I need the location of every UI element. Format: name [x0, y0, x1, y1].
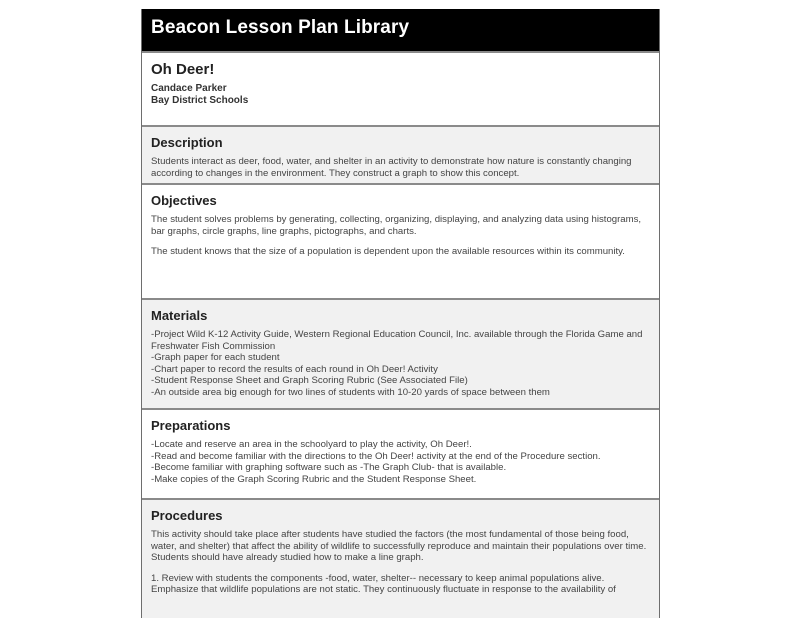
lesson-header	[142, 51, 659, 125]
preparation-item: -Make copies of the Graph Scoring Rubric and the Student Response Sheet.	[151, 473, 477, 485]
site-title[interactable]: Beacon Lesson Plan Library	[151, 17, 410, 38]
objective-paragraph: The student knows that the size of a population is dependent upon the available resources within its community.	[151, 246, 625, 258]
objectives-section	[142, 183, 659, 298]
procedure-paragraph: 1. Review with students the components -food, water, shelter-- necessary to keep animal populations alive. Emphasize that wildlife populations are not static. They continuously fluctuate in response to the availability of	[151, 572, 616, 596]
material-item: -Chart paper to record the results of each round in Oh Deer! Activity	[151, 363, 438, 375]
description-section	[142, 125, 659, 183]
description-heading: Description	[151, 135, 223, 150]
material-item: -An outside area big enough for two lines of students with 10-20 yards of space between them	[151, 386, 550, 398]
site-banner	[142, 9, 659, 51]
school-name: Bay District Schools	[151, 95, 249, 106]
lesson-title: Oh Deer!	[151, 61, 215, 78]
material-item: -Graph paper for each student	[151, 352, 280, 364]
preparation-item: -Read and become familiar with the directions to the Oh Deer! activity at the end of the Procedure section.	[151, 450, 601, 462]
procedure-paragraph: This activity should take place after students have studied the factors (the most fundamental of those being food, water, and shelter) that affect the ability of wildlife to successfully reproduce and maintain their populations over time. Students should have already studied how to make a line graph.	[151, 529, 647, 564]
objective-paragraph: The student solves problems by generating, collecting, organizing, displaying, and analyzing data using histograms, bar graphs, circle graphs, line graphs, pictographs, and charts.	[151, 214, 642, 237]
author-name: Candace Parker	[151, 83, 227, 94]
material-item: -Student Response Sheet and Graph Scoring Rubric (See Associated File)	[151, 375, 468, 387]
preparations-heading: Preparations	[151, 418, 231, 433]
procedures-heading: Procedures	[151, 508, 223, 523]
materials-section	[142, 298, 659, 408]
material-item: -Project Wild K-12 Activity Guide, Western Regional Education Council, Inc. available through the Florida Game and Freshwater Fish Commission	[151, 329, 643, 352]
procedures-section	[142, 498, 659, 618]
objectives-heading: Objectives	[151, 193, 217, 208]
lesson-page	[141, 9, 660, 618]
materials-heading: Materials	[151, 308, 208, 323]
preparation-item: -Locate and reserve an area in the schoolyard to play the activity, Oh Deer!.	[151, 439, 472, 450]
preparation-item: -Become familiar with graphing software such as -The Graph Club- that is available.	[151, 462, 507, 474]
preparations-section	[142, 408, 659, 498]
description-text: Students interact as deer, food, water, and shelter in an activity to demonstrate how nature is constantly changing according to changes in the environment. They construct a graph to show this concept.	[151, 156, 632, 179]
